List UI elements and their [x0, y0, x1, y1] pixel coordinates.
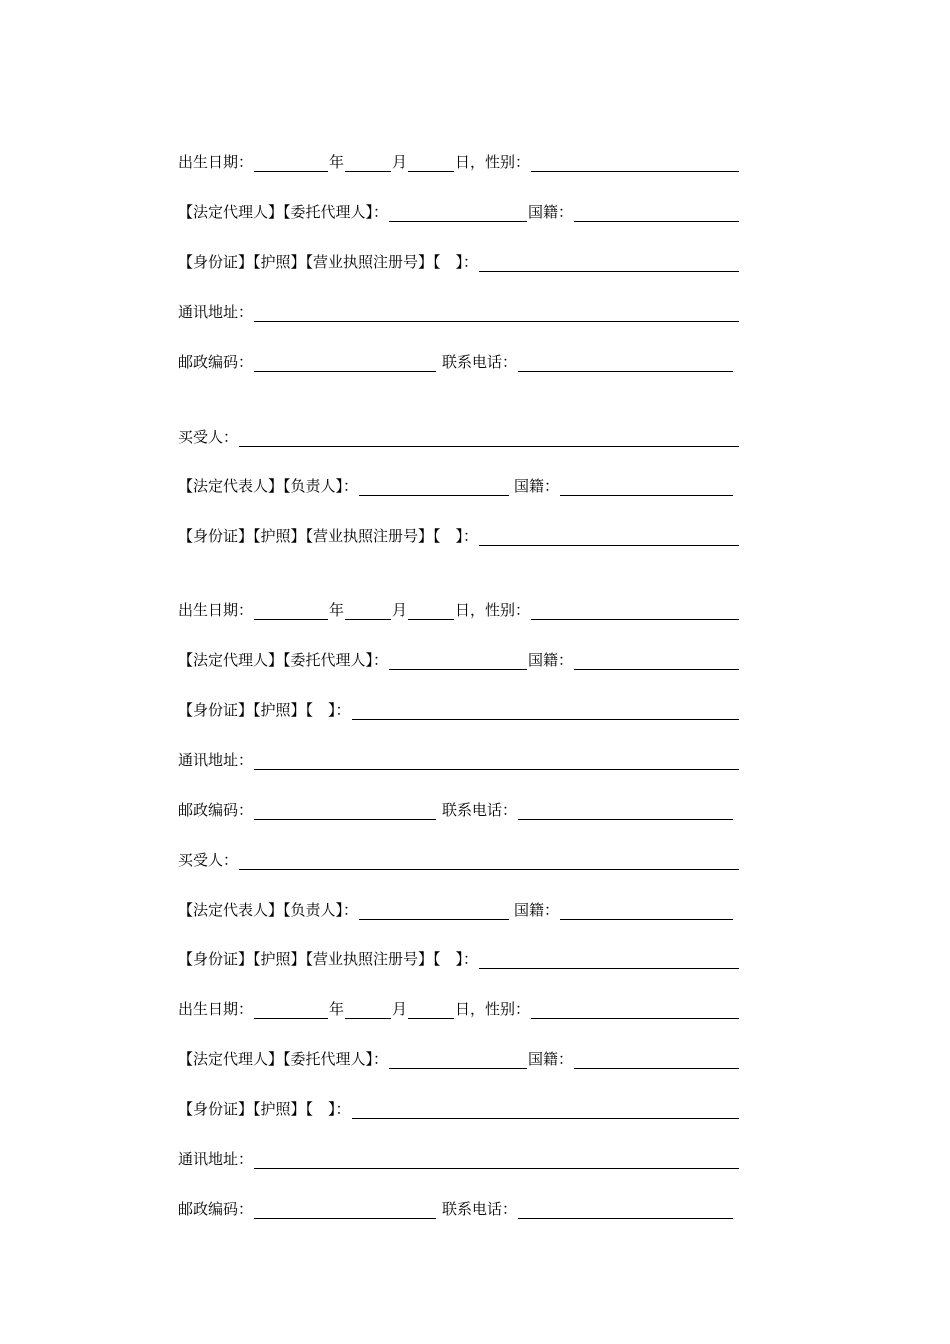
gender-field[interactable] — [531, 1001, 739, 1019]
birth-date-label: 出生日期： — [178, 601, 254, 619]
phone-label: 联系电话： — [442, 1200, 518, 1218]
birth-date-label: 出生日期： — [178, 1000, 254, 1018]
address-field[interactable] — [254, 752, 739, 770]
legal-agent-field[interactable] — [389, 652, 527, 670]
buyer-field[interactable] — [239, 852, 739, 870]
nationality-field[interactable] — [574, 204, 739, 222]
id-number-row — [178, 698, 740, 720]
birth-month-field[interactable] — [345, 154, 391, 172]
rep-nationality-field[interactable] — [560, 902, 733, 920]
month-label: 月 — [392, 601, 408, 619]
birth-date-row — [178, 150, 740, 172]
id-number-row — [178, 250, 740, 272]
address-label: 通讯地址： — [178, 1150, 254, 1168]
address-field[interactable] — [254, 304, 739, 322]
phone-label: 联系电话： — [442, 353, 518, 371]
year-label: 年 — [329, 601, 345, 619]
birth-day-field[interactable] — [408, 154, 454, 172]
address-row — [178, 1147, 740, 1169]
rep-nationality-label: 国籍： — [514, 901, 560, 919]
postcode-phone-row — [178, 1197, 734, 1219]
id-number-field[interactable] — [352, 702, 739, 720]
buyer-field[interactable] — [239, 429, 739, 447]
legal-rep-label: 【法定代表人】【负责人】： — [178, 477, 359, 495]
buyer-label: 买受人： — [178, 851, 239, 869]
buyer-label: 买受人： — [178, 428, 239, 446]
phone-field[interactable] — [518, 354, 733, 372]
month-label: 月 — [392, 1000, 408, 1018]
birth-date-row — [178, 598, 740, 620]
id-type-label: 【身份证】【护照】【营业执照注册号】【 】： — [178, 527, 479, 545]
legal-agent-label: 【法定代理人】【委托代理人】： — [178, 203, 389, 221]
phone-field[interactable] — [518, 1201, 733, 1219]
postcode-label: 邮政编码： — [178, 1200, 254, 1218]
legal-rep-field[interactable] — [359, 902, 509, 920]
day-gender-label: 日，性别： — [455, 1000, 531, 1018]
legal-agent-field[interactable] — [389, 204, 527, 222]
legal-rep-field[interactable] — [359, 478, 509, 496]
legal-agent-row — [178, 200, 740, 222]
nationality-label: 国籍： — [528, 1050, 574, 1068]
id-type-label: 【身份证】【护照】【 】： — [178, 701, 351, 719]
postcode-field[interactable] — [254, 354, 436, 372]
postcode-field[interactable] — [254, 1201, 436, 1219]
phone-field[interactable] — [518, 802, 733, 820]
address-row — [178, 748, 740, 770]
buyer-row — [178, 425, 740, 447]
legal-rep-label: 【法定代表人】【负责人】： — [178, 901, 359, 919]
nationality-label: 国籍： — [528, 651, 574, 669]
birth-day-field[interactable] — [408, 1001, 454, 1019]
month-label: 月 — [392, 153, 408, 171]
birth-month-field[interactable] — [345, 602, 391, 620]
id-number-field[interactable] — [479, 254, 739, 272]
phone-label: 联系电话： — [442, 801, 518, 819]
id-number-row — [178, 947, 740, 969]
address-label: 通讯地址： — [178, 751, 254, 769]
id-number-field[interactable] — [479, 951, 739, 969]
rep-nationality-label: 国籍： — [514, 477, 560, 495]
birth-year-field[interactable] — [254, 602, 328, 620]
day-gender-label: 日，性别： — [455, 153, 531, 171]
legal-agent-label: 【法定代理人】【委托代理人】： — [178, 1050, 389, 1068]
birth-month-field[interactable] — [345, 1001, 391, 1019]
day-gender-label: 日，性别： — [455, 601, 531, 619]
legal-agent-field[interactable] — [389, 1051, 527, 1069]
address-label: 通讯地址： — [178, 303, 254, 321]
year-label: 年 — [329, 153, 345, 171]
birth-date-label: 出生日期： — [178, 153, 254, 171]
id-type-label: 【身份证】【护照】【营业执照注册号】【 】： — [178, 253, 479, 271]
buyer-row — [178, 848, 740, 870]
birth-year-field[interactable] — [254, 154, 328, 172]
legal-rep-row — [178, 474, 734, 496]
rep-nationality-field[interactable] — [560, 478, 733, 496]
id-number-field[interactable] — [352, 1101, 739, 1119]
legal-agent-label: 【法定代理人】【委托代理人】： — [178, 651, 389, 669]
nationality-label: 国籍： — [528, 203, 574, 221]
postcode-field[interactable] — [254, 802, 436, 820]
id-type-label: 【身份证】【护照】【营业执照注册号】【 】： — [178, 950, 479, 968]
postcode-phone-row — [178, 350, 734, 372]
address-field[interactable] — [254, 1151, 739, 1169]
legal-rep-row — [178, 898, 734, 920]
nationality-field[interactable] — [574, 652, 739, 670]
address-row — [178, 300, 740, 322]
birth-day-field[interactable] — [408, 602, 454, 620]
birth-year-field[interactable] — [254, 1001, 328, 1019]
gender-field[interactable] — [531, 602, 739, 620]
gender-field[interactable] — [531, 154, 739, 172]
id-type-label: 【身份证】【护照】【 】： — [178, 1100, 351, 1118]
id-number-row — [178, 524, 740, 546]
postcode-label: 邮政编码： — [178, 801, 254, 819]
nationality-field[interactable] — [574, 1051, 739, 1069]
year-label: 年 — [329, 1000, 345, 1018]
birth-date-row — [178, 997, 740, 1019]
legal-agent-row — [178, 648, 740, 670]
id-number-row — [178, 1097, 740, 1119]
legal-agent-row — [178, 1047, 740, 1069]
id-number-field[interactable] — [479, 528, 739, 546]
postcode-label: 邮政编码： — [178, 353, 254, 371]
postcode-phone-row — [178, 798, 734, 820]
